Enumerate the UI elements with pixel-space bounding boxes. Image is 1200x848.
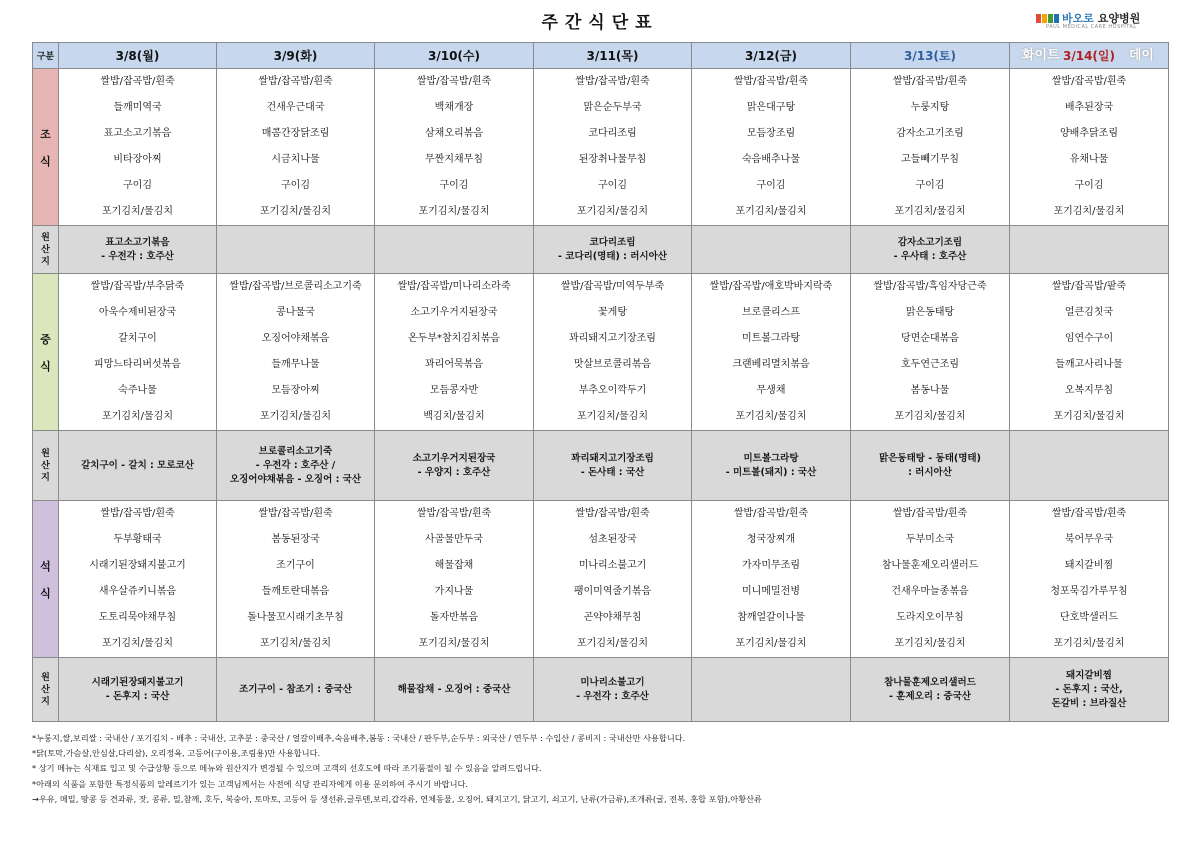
- menu-item: 포기김치/물김치: [1053, 411, 1125, 422]
- menu-item: 구이김: [123, 180, 152, 191]
- origin-cell: [692, 226, 851, 274]
- menu-item: 삼채오리볶음: [425, 128, 483, 139]
- origin-line: - 우전각 : 호주산: [576, 690, 649, 702]
- menu-item: 된장취나물무침: [578, 154, 647, 165]
- menu-item: 참깨얼갈이나물: [737, 612, 805, 623]
- menu-cell: [1010, 501, 1169, 658]
- menu-cell: [59, 69, 217, 226]
- menu-cell: [692, 69, 851, 226]
- menu-cell: [851, 501, 1010, 658]
- menu-item: 크랜베리멸치볶음: [732, 359, 810, 370]
- menu-item: 배추된장국: [1064, 102, 1114, 113]
- menu-item: 포기김치/물김치: [102, 638, 173, 649]
- origin-cell: [59, 431, 217, 501]
- menu-cell: [851, 274, 1010, 431]
- day-header: 3/8(월): [59, 43, 217, 69]
- menu-item: 모듬콩자반: [429, 385, 479, 396]
- weekly-menu-table: [32, 42, 1169, 722]
- origin-cell: [851, 226, 1010, 274]
- menu-cell: [375, 274, 534, 431]
- menu-item: 포기김치/물김치: [735, 411, 807, 422]
- meal-row: [33, 501, 1169, 658]
- origin-label: [33, 226, 59, 274]
- white-day-deco-left: 화이트: [1022, 48, 1060, 63]
- origin-line: : 러시아산: [908, 466, 952, 478]
- menu-cell: [692, 274, 851, 431]
- menu-item: 포기김치/물김치: [418, 206, 490, 217]
- origin-line: 오징어야채볶음 - 오징어 : 국산: [229, 473, 362, 485]
- menu-item: 해물잡채: [434, 560, 474, 571]
- note-line: *아래의 식품을 포함한 특정식품의 알레르기가 있는 고객님께서는 사전에 식당 관리자에게 이용 문의하여 주시기 바랍니다.: [32, 778, 468, 789]
- menu-cell: [59, 501, 217, 658]
- menu-item: 쌀밥/잡곡밥/흰죽: [416, 508, 492, 519]
- meal-label: [33, 274, 59, 431]
- meal-label: [33, 69, 59, 226]
- meal-label-char: 식: [40, 154, 51, 168]
- origin-label-char: 원: [41, 448, 50, 459]
- origin-cell: [375, 658, 534, 722]
- origin-cell: [1010, 226, 1169, 274]
- menu-item: 쌀밥/잡곡밥/흰죽: [100, 76, 175, 87]
- menu-item: 새우살쥬키니볶음: [98, 586, 177, 597]
- menu-item: 맛살브로콜리볶음: [573, 359, 652, 370]
- menu-item: 쌀밥/잡곡밥/흰죽: [1051, 508, 1127, 519]
- menu-item: 쌀밥/잡곡밥/흰죽: [258, 508, 333, 519]
- menu-item: 매콤간장닭조림: [261, 128, 330, 139]
- menu-item: 두부미소국: [905, 534, 955, 545]
- menu-item: 포기김치/물김치: [260, 638, 331, 649]
- menu-item: 호두연근조림: [901, 359, 959, 370]
- origin-line: 브로콜리소고기죽: [258, 445, 333, 457]
- meal-label-char: 조: [40, 127, 51, 141]
- menu-item: 포기김치/물김치: [894, 411, 966, 422]
- header-row: [33, 43, 1169, 69]
- logo-block: [1054, 14, 1059, 23]
- origin-cell: [534, 431, 692, 501]
- menu-item: 팽이미역줄기볶음: [573, 586, 652, 597]
- meal-label-char: 중: [40, 332, 51, 346]
- menu-item: 조기구이: [276, 560, 315, 571]
- origin-line: 참나물훈제오리샐러드: [884, 676, 976, 688]
- menu-item: 꽈리돼지고기장조림: [569, 333, 656, 344]
- menu-item: 누룽지탕: [910, 102, 950, 113]
- menu-item: 시금치나물: [271, 154, 320, 165]
- origin-row: [33, 431, 1169, 501]
- menu-item: 쌀밥/잡곡밥/흰죽: [733, 508, 809, 519]
- day-header-saturday: 3/13(토): [851, 43, 1010, 69]
- menu-item: 꽈리어묵볶음: [425, 359, 483, 370]
- menu-item: 단호박샐러드: [1060, 612, 1118, 623]
- origin-line: 코다리조림: [589, 236, 636, 248]
- menu-item: 쌀밥/잡곡밥/흑임자당근죽: [873, 281, 987, 292]
- origin-label-char: 산: [41, 460, 50, 471]
- menu-item: 구이김: [281, 180, 310, 191]
- menu-cell: [851, 69, 1010, 226]
- logo-block: [1042, 14, 1047, 23]
- menu-item: 오복지무침: [1064, 385, 1114, 396]
- sunday-date: 3/14(일): [1063, 49, 1115, 63]
- origin-cell: [217, 431, 375, 501]
- menu-item: 쌀밥/잡곡밥/흰죽: [575, 76, 650, 87]
- notes-section: [32, 731, 762, 807]
- origin-line: - 훈제오리 : 중국산: [889, 690, 971, 702]
- menu-item: 부추오이깍두기: [578, 385, 647, 396]
- menu-item: 쌀밥/잡곡밥/흰죽: [100, 508, 175, 519]
- origin-line: - 우전각 : 호주산: [101, 250, 174, 262]
- menu-item: 도라지오이무침: [896, 612, 964, 623]
- menu-item: 백채개장: [434, 102, 474, 113]
- menu-item: 비타장아찌: [113, 154, 162, 165]
- origin-label-char: 지: [41, 256, 50, 267]
- day-header: 3/12(금): [692, 43, 851, 69]
- menu-item: 당면순대볶음: [901, 333, 959, 344]
- menu-item: 사골물만두국: [425, 534, 483, 545]
- menu-cell: [375, 501, 534, 658]
- origin-cell: [1010, 658, 1169, 722]
- menu-cell: [217, 69, 375, 226]
- menu-item: 구이김: [1074, 180, 1104, 191]
- menu-item: 쌀밥/잡곡밥/흰죽: [733, 76, 809, 87]
- menu-item: 미나리소불고기: [578, 560, 647, 571]
- origin-cell: [851, 431, 1010, 501]
- origin-cell: [1010, 431, 1169, 501]
- meal-row: [33, 274, 1169, 431]
- menu-item: 구이김: [756, 180, 786, 191]
- origin-line: 돼지갈비찜: [1066, 669, 1112, 681]
- origin-cell: [59, 658, 217, 722]
- origin-label: [33, 658, 59, 722]
- origin-line: 소고기우거지된장국: [412, 452, 496, 464]
- menu-item: 유채나물: [1069, 154, 1109, 165]
- origin-row: [33, 226, 1169, 274]
- menu-item: 얼큰김칫국: [1064, 307, 1114, 318]
- origin-cell: [375, 431, 534, 501]
- menu-item: 쌀밥/잡곡밥/팥죽: [1051, 281, 1127, 292]
- origin-cell: [217, 226, 375, 274]
- menu-cell: [534, 501, 692, 658]
- menu-item: 쌀밥/잡곡밥/미역두부죽: [560, 281, 665, 292]
- menu-item: 돌자반볶음: [429, 612, 479, 623]
- menu-item: 브로콜리스프: [742, 307, 800, 318]
- menu-item: 꽃게탕: [598, 307, 627, 318]
- menu-item: 들깨무나물: [271, 359, 320, 370]
- origin-row: [33, 658, 1169, 722]
- logo-mark-icon: [1036, 14, 1059, 23]
- origin-line: 갈치구이 - 갈치 : 모로코산: [81, 459, 194, 471]
- menu-item: 쌀밥/잡곡밥/흰죽: [258, 76, 333, 87]
- menu-item: 포기김치/물김치: [1053, 206, 1125, 217]
- day-header: 3/10(수): [375, 43, 534, 69]
- menu-item: 건새우근대국: [266, 102, 325, 113]
- origin-cell: [851, 658, 1010, 722]
- menu-item: 구이김: [915, 180, 945, 191]
- origin-line: - 코다리(명태) : 러시아산: [558, 250, 667, 262]
- origin-line: - 돈사태 : 국산: [580, 466, 645, 478]
- menu-item: 온두부*참치김치볶음: [408, 333, 500, 344]
- menu-item: 섬초된장국: [588, 534, 637, 545]
- gubun-header: 구분: [33, 43, 59, 69]
- logo-subtitle: PAUL MEDICAL CARE HOSPITAL: [1046, 24, 1137, 30]
- menu-cell: [1010, 69, 1169, 226]
- origin-line: 미나리소불고기: [580, 676, 645, 688]
- meal-row: [33, 69, 1169, 226]
- logo-block: [1048, 14, 1053, 23]
- menu-item: 아욱수제비된장국: [98, 307, 177, 318]
- menu-item: 포기김치/물김치: [260, 411, 331, 422]
- menu-item: 돌나물꼬시래기초무침: [247, 612, 344, 623]
- menu-item: 포기김치/물김치: [894, 638, 966, 649]
- menu-item: 쌀밥/잡곡밥/부추닭죽: [90, 281, 185, 292]
- menu-item: 포기김치/물김치: [418, 638, 490, 649]
- origin-line: 꽈리돼지고기장조림: [571, 452, 654, 464]
- menu-item: 돼지갈비찜: [1064, 560, 1114, 571]
- menu-item: 들깨미역국: [113, 102, 162, 113]
- menu-item: 건새우마늘종볶음: [891, 586, 969, 597]
- origin-line: 조기구이 - 참조기 : 중국산: [239, 683, 352, 695]
- menu-item: 쌀밥/잡곡밥/애호박바지락죽: [709, 281, 833, 292]
- menu-item: 포기김치/물김치: [102, 206, 173, 217]
- menu-item: 가자미무조림: [742, 560, 800, 571]
- note-line: *누룽지,쌀,보리쌀 : 국내산 / 포기김치 - 배추 : 국내산, 고추분 : 중국산 / 얼갈이배추,숙음배추,봄동 : 국내산 / 판두부,순두부 : 외국산 / 연두부 : 수입산 / 콩비지 : 국내산만 사용합니다.: [32, 733, 686, 743]
- menu-cell: [217, 274, 375, 431]
- menu-item: 모듬장아찌: [271, 385, 320, 396]
- origin-line: 해물잡채 - 오징어 : 중국산: [397, 683, 511, 695]
- menu-item: 콩나물국: [276, 307, 315, 318]
- menu-item: 봄동된장국: [271, 534, 320, 545]
- origin-cell: [534, 226, 692, 274]
- menu-item: 감자소고기조림: [896, 128, 964, 139]
- menu-item: 포기김치/물김치: [1053, 638, 1125, 649]
- menu-item: 시래기된장돼지불고기: [89, 560, 186, 571]
- menu-cell: [534, 274, 692, 431]
- menu-item: 코다리조림: [588, 128, 637, 139]
- menu-item: 북어무우국: [1064, 534, 1114, 545]
- menu-item: 양배추닭조림: [1060, 128, 1118, 139]
- origin-cell: [692, 431, 851, 501]
- menu-item: 쌀밥/잡곡밥/흰죽: [892, 508, 968, 519]
- menu-item: 숙음배추나물: [742, 154, 800, 165]
- origin-line: - 돈후지 : 국산,: [1055, 683, 1123, 695]
- logo-suffix: 요양병원: [1097, 12, 1141, 25]
- menu-item: 임연수구이: [1064, 333, 1114, 344]
- origin-cell: [217, 658, 375, 722]
- origin-label-char: 산: [41, 684, 50, 695]
- origin-line: - 우양지 : 호주산: [417, 466, 491, 478]
- menu-item: 무짠지채무침: [425, 154, 483, 165]
- menu-item: 쌀밥/잡곡밥/미나리소라죽: [397, 281, 511, 292]
- menu-item: 쌀밥/잡곡밥/브로콜리소고기죽: [229, 281, 362, 292]
- origin-cell: [534, 658, 692, 722]
- meal-label: [33, 501, 59, 658]
- menu-item: 맑은동태탕: [905, 307, 955, 318]
- menu-item: 포기김치/물김치: [102, 411, 173, 422]
- menu-item: 쌀밥/잡곡밥/흰죽: [575, 508, 650, 519]
- origin-label-char: 원: [41, 232, 50, 243]
- origin-line: 감자소고기조림: [897, 236, 963, 248]
- menu-item: 쌀밥/잡곡밥/흰죽: [416, 76, 492, 87]
- menu-item: 소고기우거지된장국: [410, 307, 498, 318]
- logo-brand: 바오로: [1062, 12, 1094, 25]
- menu-item: 청국장찌개: [746, 534, 796, 545]
- menu-cell: [217, 501, 375, 658]
- menu-item: 맑은순두부국: [583, 102, 642, 113]
- menu-item: 무생채: [756, 385, 786, 396]
- meal-label-char: 식: [40, 359, 51, 373]
- menu-item: 미트볼그라탕: [742, 333, 800, 344]
- menu-item: 쌀밥/잡곡밥/흰죽: [1051, 76, 1127, 87]
- page-title: 주간식단표: [541, 13, 659, 33]
- menu-item: 참나물훈제오리샐러드: [881, 560, 979, 571]
- menu-item: 갈치구이: [118, 333, 157, 344]
- day-header: 3/9(화): [217, 43, 375, 69]
- origin-label-char: 지: [41, 696, 50, 707]
- logo-block: [1036, 14, 1041, 23]
- menu-item: 피망느타리버섯볶음: [94, 359, 181, 370]
- menu-item: 맑은대구탕: [746, 102, 796, 113]
- origin-line: 시래기된장돼지불고기: [91, 676, 184, 688]
- origin-label: [33, 431, 59, 501]
- origin-label-char: 원: [41, 672, 50, 683]
- menu-item: 들깨고사리나물: [1055, 359, 1123, 370]
- origin-line: 미트볼그라탕: [743, 452, 799, 464]
- white-day-deco-right: 데이: [1128, 48, 1154, 63]
- origin-line: 돈갈비 : 브라질산: [1051, 697, 1127, 709]
- origin-cell: [375, 226, 534, 274]
- menu-cell: [59, 274, 217, 431]
- menu-item: 구이김: [598, 180, 627, 191]
- menu-item: 도토리묵야채무침: [98, 612, 177, 623]
- menu-cell: [534, 69, 692, 226]
- origin-line: - 미트볼(돼지) : 국산: [725, 466, 817, 478]
- menu-cell: [1010, 274, 1169, 431]
- menu-item: 고들빼기무침: [901, 154, 959, 165]
- note-line: →우유, 메밀, 땅콩 등 견과류, 잣, 콩류, 밀,참깨, 호두, 복숭아, 토마토, 고등어 등 생선류,글루텐,보리,갑각류, 연체동물, 오징어, 돼지고기, 닭고기, 쇠고기, 난류(가금류),조개류(굴, 전복, 홍합 포함),아황산류: [32, 793, 762, 804]
- day-header: 3/11(목): [534, 43, 692, 69]
- menu-item: 구이김: [439, 180, 469, 191]
- menu-item: 포기김치/물김치: [577, 411, 648, 422]
- menu-item: 미니메밀전병: [742, 586, 800, 597]
- menu-item: 숙주나물: [118, 385, 157, 396]
- note-line: * 상기 메뉴는 식재료 입고 및 수급상황 등으로 메뉴와 원산지가 변경될 수 있으며 고객의 선호도에 따라 조기품절이 될 수 있음을 알려드립니다.: [32, 763, 542, 774]
- menu-cell: [375, 69, 534, 226]
- origin-cell: [692, 658, 851, 722]
- menu-item: 오징어야채볶음: [261, 333, 330, 344]
- note-line: *닭(토막,가슴살,안심살,다리살), 오리정육, 고등어(구이용,조림용)만 사용합니다.: [32, 748, 321, 759]
- menu-item: 백김치/물김치: [423, 411, 485, 422]
- menu-item: 포기김치/물김치: [894, 206, 966, 217]
- menu-item: 모듬장조림: [746, 128, 796, 139]
- menu-item: 포기김치/물김치: [577, 206, 648, 217]
- menu-item: 포기김치/물김치: [577, 638, 648, 649]
- meal-label-char: 석: [40, 559, 51, 573]
- meal-label-char: 식: [40, 586, 51, 600]
- origin-cell: [59, 226, 217, 274]
- origin-line: - 우사태 : 호주산: [893, 250, 967, 262]
- menu-item: 봄동나물: [910, 385, 950, 396]
- origin-line: 맑은동태탕 - 동태(명태): [879, 452, 981, 464]
- origin-label-char: 산: [41, 244, 50, 255]
- menu-item: 곤약야채무침: [583, 612, 642, 623]
- origin-label-char: 지: [41, 472, 50, 483]
- menu-item: 포기김치/물김치: [735, 638, 807, 649]
- menu-item: 청포묵김가루무침: [1050, 586, 1128, 597]
- menu-item: 쌀밥/잡곡밥/흰죽: [892, 76, 968, 87]
- menu-item: 두부황태국: [113, 534, 162, 545]
- origin-line: 표고소고기볶음: [105, 236, 170, 248]
- menu-item: 들깨토란대볶음: [261, 586, 330, 597]
- menu-item: 포기김치/물김치: [735, 206, 807, 217]
- origin-line: - 우전각 : 호주산 /: [255, 459, 336, 471]
- origin-line: - 돈후지 : 국산: [105, 690, 170, 702]
- menu-cell: [692, 501, 851, 658]
- menu-item: 가지나물: [434, 586, 474, 597]
- menu-item: 표고소고기볶음: [103, 128, 172, 139]
- day-header-sunday: [1010, 43, 1169, 69]
- menu-item: 포기김치/물김치: [260, 206, 331, 217]
